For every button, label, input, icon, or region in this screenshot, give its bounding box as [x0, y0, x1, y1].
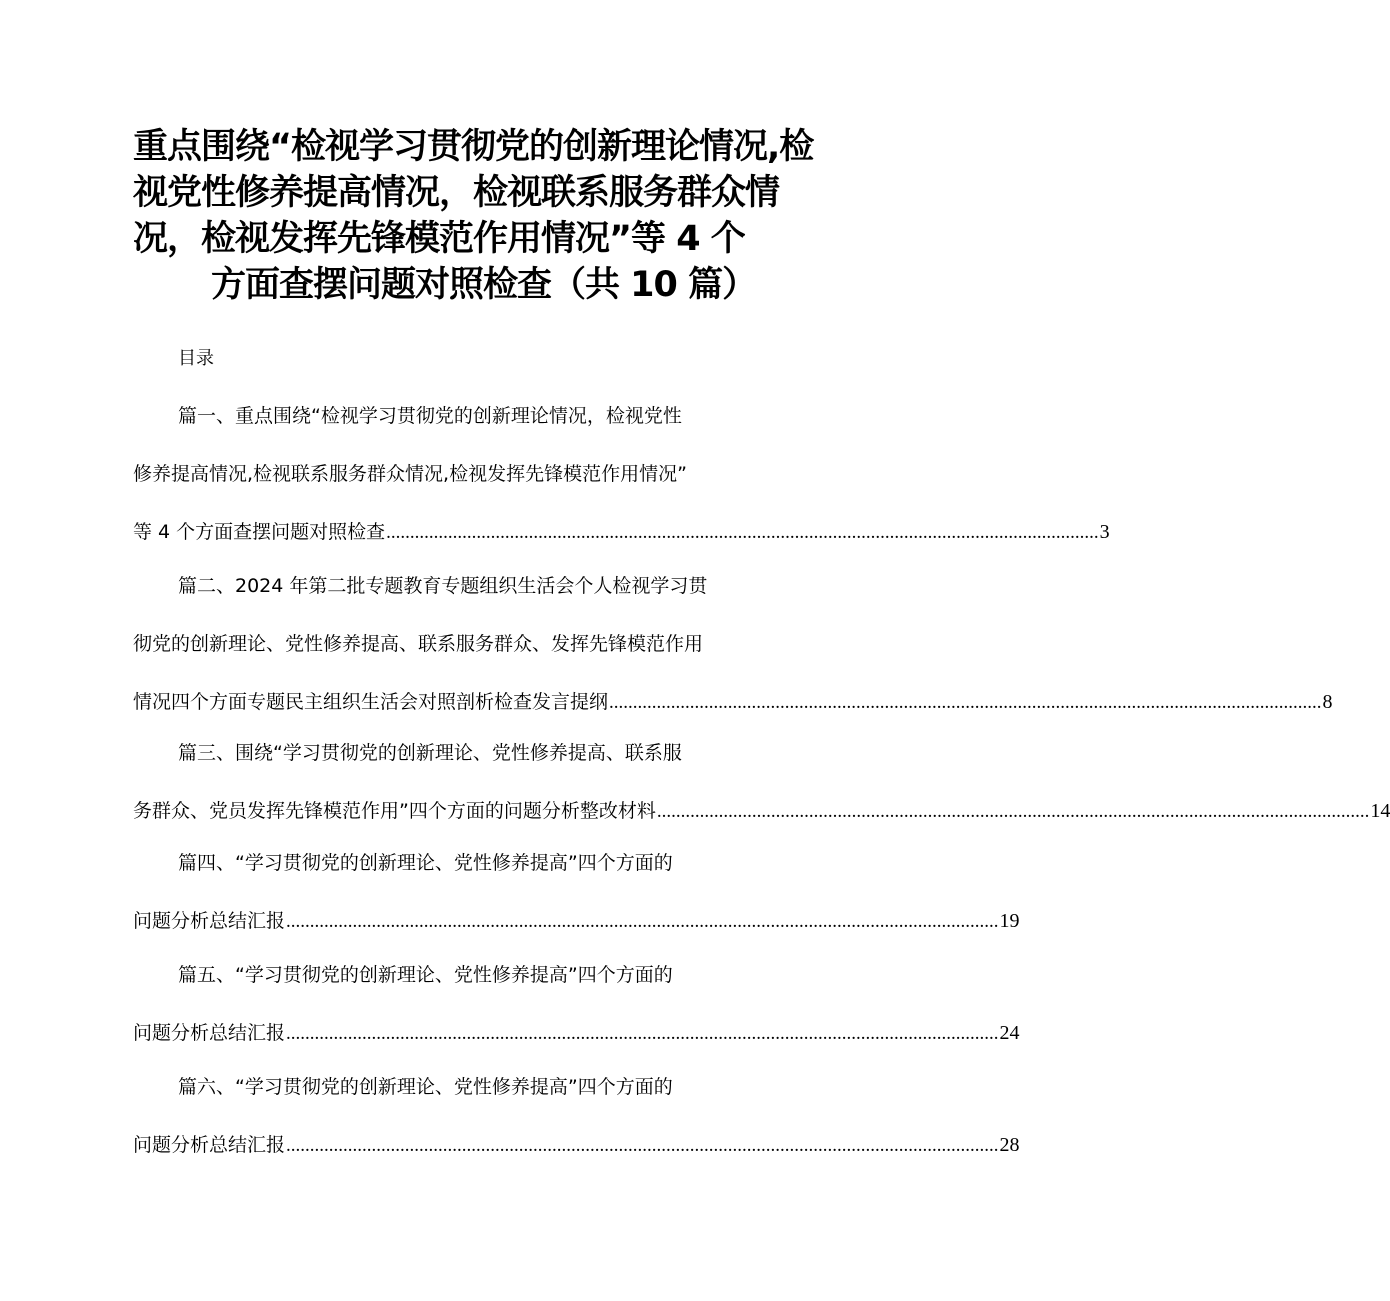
toc-entry[interactable]	[133, 962, 1020, 1078]
toc-page-number: 24	[999, 1022, 1020, 1044]
dot-leader: ......................................................................................................................................................	[286, 1023, 999, 1044]
title-line: 重点围绕“检视学习贯彻党的创新理论情况,检	[133, 127, 814, 167]
toc-page-number: 19	[999, 910, 1020, 932]
toc-entry-line: 情况四个方面专题民主组织生活会对照剖析检查发言提纲	[133, 691, 609, 713]
toc-entry-line: 问题分析总结汇报	[133, 1134, 286, 1156]
toc-entry-line: 篇一、重点围绕“检视学习贯彻党的创新理论情况，检视党性	[178, 405, 682, 427]
title-line: 视党性修养提高情况，检视联系服务群众情	[133, 173, 780, 213]
toc-entry-line: 篇六、“学习贯彻党的创新理论、党性修养提高”四个方面的	[178, 1076, 673, 1098]
toc-page-number: 8	[1322, 691, 1333, 713]
toc-entry[interactable]	[133, 740, 1390, 856]
toc-entry[interactable]	[133, 573, 1333, 747]
toc-page-number: 3	[1099, 521, 1110, 543]
dot-leader: ......................................................................................................................................................	[656, 801, 1370, 822]
dot-leader: ......................................................................................................................................................	[286, 1135, 999, 1156]
toc-page-number: 28	[999, 1134, 1020, 1156]
toc-entry-last-line	[133, 1020, 1020, 1078]
toc-entry-last-line	[133, 519, 1110, 577]
toc-entry-line: 篇五、“学习贯彻党的创新理论、党性修养提高”四个方面的	[178, 964, 673, 986]
toc-page-number: 14	[1370, 800, 1390, 822]
document-title	[133, 124, 813, 308]
toc-entry[interactable]	[133, 1074, 1020, 1190]
dot-leader: ......................................................................................................................................................	[286, 911, 999, 932]
toc-entry-line: 篇四、“学习贯彻党的创新理论、党性修养提高”四个方面的	[178, 852, 673, 874]
toc-entry-last-line	[133, 908, 1020, 966]
toc-entry-last-line	[133, 689, 1333, 747]
toc-entry[interactable]	[133, 403, 1110, 577]
title-line: 方面查摆问题对照检查（共 10 篇）	[211, 265, 757, 305]
dot-leader: ......................................................................................................................................................	[609, 692, 1322, 713]
toc-entry[interactable]	[133, 850, 1020, 966]
toc-entry-line: 问题分析总结汇报	[133, 910, 286, 932]
toc-entry-line: 问题分析总结汇报	[133, 1022, 286, 1044]
toc-entry-last-line	[133, 798, 1390, 856]
toc-entry-line: 修养提高情况,检视联系服务群众情况,检视发挥先锋模范作用情况”	[133, 463, 687, 485]
toc-entry-last-line	[133, 1132, 1020, 1190]
toc-entry-line: 篇三、围绕“学习贯彻党的创新理论、党性修养提高、联系服	[178, 742, 682, 764]
toc-heading: 目录	[178, 348, 214, 369]
toc-entry-line: 务群众、党员发挥先锋模范作用”四个方面的问题分析整改材料	[133, 800, 656, 822]
toc-entry-line: 彻党的创新理论、党性修养提高、联系服务群众、发挥先锋模范作用	[133, 633, 704, 655]
dot-leader: ......................................................................................................................................................	[386, 522, 1099, 543]
title-line: 况，检视发挥先锋模范作用情况”等 4 个	[133, 219, 745, 259]
toc-entry-line: 等 4 个方面查摆问题对照检查	[133, 521, 386, 543]
toc-entry-line: 篇二、2024 年第二批专题教育专题组织生活会个人检视学习贯	[178, 575, 708, 597]
